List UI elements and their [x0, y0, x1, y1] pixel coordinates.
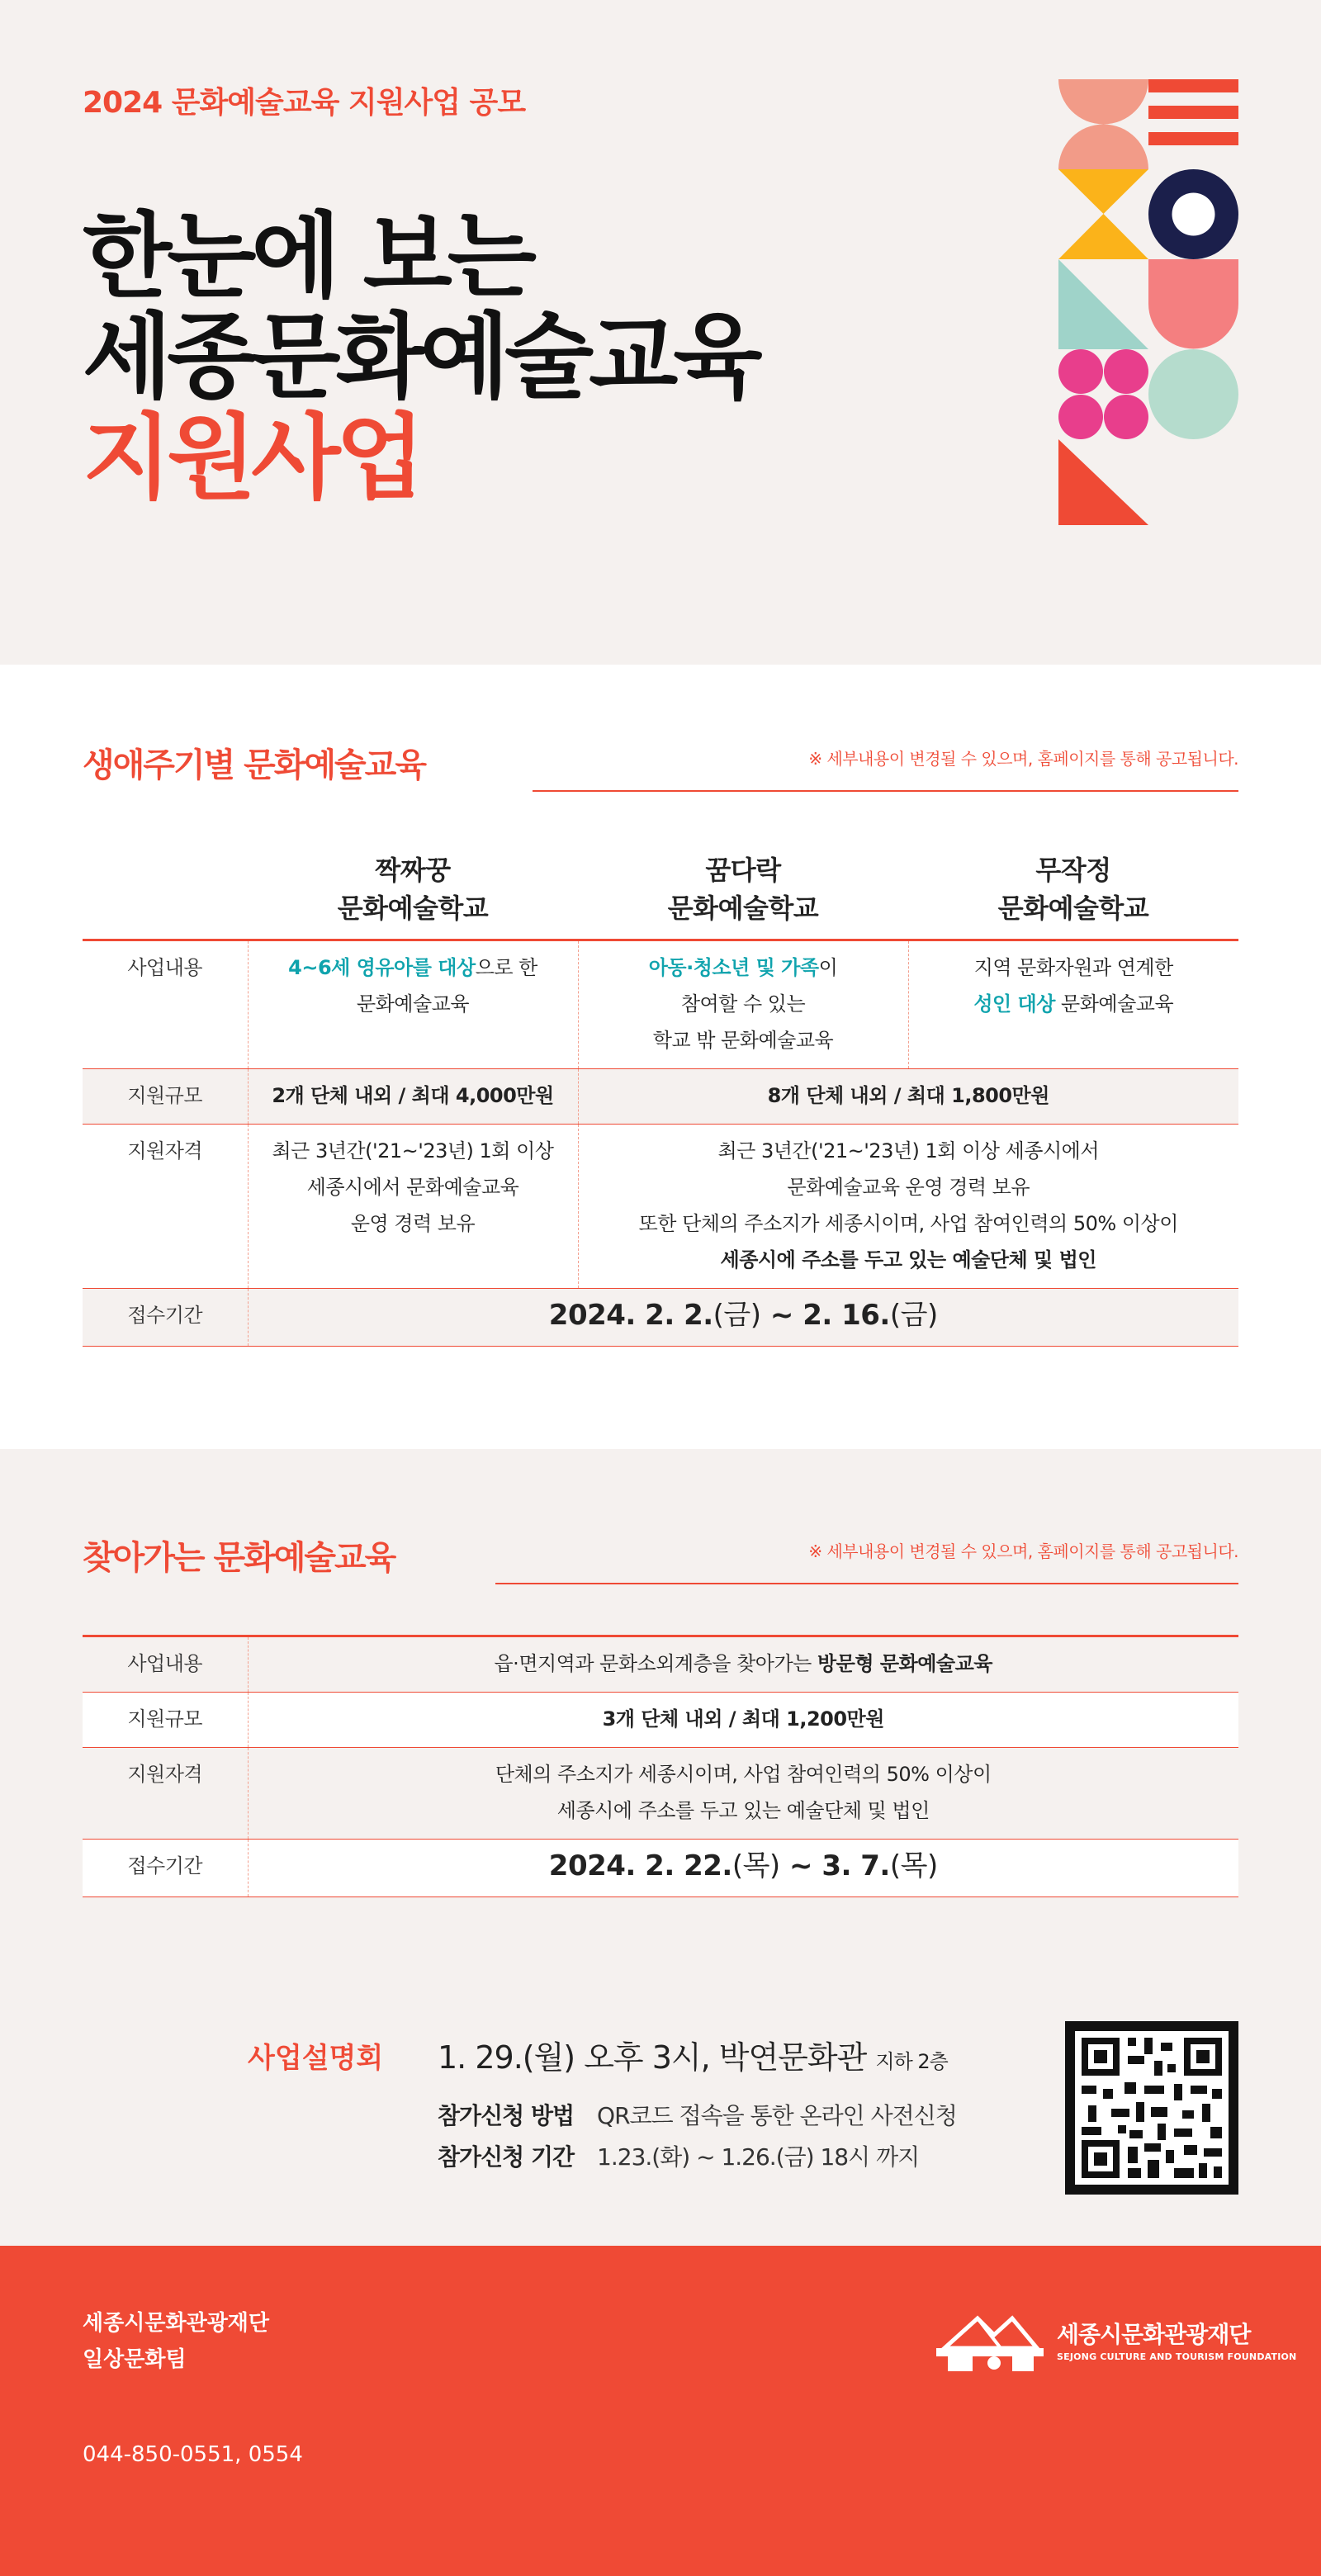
eyebrow-text: 2024 문화예술교육 지원사업 공모 [83, 86, 526, 120]
title-line-1: 한눈에 보는 [83, 203, 532, 310]
qr-code[interactable] [1065, 2021, 1238, 2195]
circle-shape [1148, 349, 1238, 439]
stripe-shape [1148, 79, 1238, 92]
section-rule [533, 790, 1238, 792]
lifecycle-section-header [83, 739, 1238, 797]
method-row: 참가신청 방법 QR코드 접속을 통한 온라인 사전신청 [438, 2102, 957, 2129]
table-header-row [83, 850, 1238, 940]
table-row [83, 1693, 1238, 1748]
notice-text: ※ 세부내용이 변경될 수 있으며, 홈페이지를 통해 공고됩니다. [808, 1541, 1238, 1561]
lifecycle-table [83, 850, 1238, 1347]
visiting-section-header [83, 1532, 1238, 1589]
semicircle-shape [1058, 79, 1148, 124]
table-cell: 8개 단체 내외 / 최대 1,800만원 [578, 1069, 1238, 1125]
footer-phone: 044-850-0551, 0554 [83, 2442, 303, 2467]
arch-shape [1148, 259, 1238, 348]
footer [0, 2246, 1321, 2576]
table-row [83, 1125, 1238, 1289]
table-cell: 지역 문화자원과 연계한 성인 대상 문화예술교육 [908, 940, 1238, 1069]
table-cell: 4~6세 영유아를 대상으로 한 문화예술교육 [248, 940, 578, 1069]
table-row [83, 1748, 1238, 1840]
triangle-shape [1058, 214, 1148, 259]
table-row [83, 1636, 1238, 1693]
table-cell: 3개 단체 내외 / 최대 1,200만원 [248, 1693, 1238, 1748]
lifecycle-section-title: 생애주기별 문화예술교육 [83, 746, 425, 784]
dot-shape [1058, 395, 1103, 439]
ring-hole-shape [1172, 193, 1215, 236]
column-header: 짝짜꿍 문화예술학교 [337, 855, 489, 924]
visiting-section-title: 찾아가는 문화예술교육 [83, 1539, 395, 1577]
table-row [83, 940, 1238, 1069]
title-line-3: 지원사업 [83, 405, 420, 512]
stripe-shape [1148, 106, 1238, 119]
notice-text: ※ 세부내용이 변경될 수 있으며, 홈페이지를 통해 공고됩니다. [808, 749, 1238, 769]
row-label: 접수기간 [83, 1840, 248, 1897]
foundation-logo-icon [936, 2312, 1044, 2371]
column-header: 꿈다락 문화예술학교 [667, 855, 819, 924]
table-cell: 단체의 주소지가 세종시이며, 사업 참여인력의 50% 이상이 세종시에 주소를 두고 있는 예술단체 및 법인 [248, 1748, 1238, 1840]
triangle-shape [1058, 169, 1148, 214]
table-row [83, 1069, 1238, 1125]
table-cell: 최근 3년간('21~'23년) 1회 이상 세종시에서 문화예술교육 운영 경력 보유 또한 단체의 주소지가 세종시이며, 사업 참여인력의 50% 이상이 세종시에 주소를 두고 있는 예술단체 및 법인 [578, 1125, 1238, 1289]
title-line-2: 세종문화예술교육 [83, 304, 758, 411]
application-period: 2024. 2. 2.(금) ~ 2. 16.(금) [248, 1289, 1238, 1347]
row-label: 접수기간 [83, 1289, 248, 1347]
row-label: 지원규모 [83, 1693, 248, 1748]
dot-shape [1104, 395, 1148, 439]
row-label: 사업내용 [83, 940, 248, 1069]
briefing-label: 사업설명회 [248, 2042, 384, 2075]
visiting-table [83, 1635, 1238, 1897]
row-label: 지원자격 [83, 1125, 248, 1289]
logo-english-name: SEJONG CULTURE AND TOURISM FOUNDATION [1057, 2351, 1297, 2362]
section-rule [495, 1583, 1238, 1584]
application-period: 2024. 2. 22.(목) ~ 3. 7.(목) [248, 1840, 1238, 1897]
qr-code-pattern [1075, 2031, 1229, 2185]
stripe-shape [1148, 132, 1238, 145]
briefing-datetime: 1. 29.(월) 오후 3시, 박연문화관 지하 2층 [438, 2039, 948, 2076]
row-label: 지원자격 [83, 1748, 248, 1840]
geometric-pattern-decoration [1058, 79, 1238, 525]
footer-organization: 세종시문화관광재단 일상문화팀 [83, 2311, 270, 2372]
row-label: 사업내용 [83, 1636, 248, 1693]
column-header: 무작정 문화예술학교 [997, 855, 1149, 924]
foundation-logo [936, 2312, 1297, 2371]
table-cell: 읍·면지역과 문화소외계층을 찾아가는 방문형 문화예술교육 [248, 1636, 1238, 1693]
table-cell: 최근 3년간('21~'23년) 1회 이상 세종시에서 문화예술교육 운영 경력 보유 [248, 1125, 578, 1289]
semicircle-shape [1058, 125, 1148, 169]
period-row: 참가신청 기간 1.23.(화) ~ 1.26.(금) 18시 까지 [438, 2143, 920, 2171]
table-row [83, 1289, 1238, 1347]
dot-shape [1104, 349, 1148, 394]
dot-shape [1058, 349, 1103, 394]
table-cell: 아동·청소년 및 가족이 참여할 수 있는 학교 밖 문화예술교육 [578, 940, 908, 1069]
logo-name: 세종시문화관광재단 [1057, 2321, 1251, 2348]
triangle-shape [1058, 439, 1148, 525]
page-title [83, 203, 758, 512]
table-cell: 2개 단체 내외 / 최대 4,000만원 [248, 1069, 578, 1125]
row-label: 지원규모 [83, 1069, 248, 1125]
table-row [83, 1840, 1238, 1897]
triangle-shape [1058, 259, 1148, 349]
